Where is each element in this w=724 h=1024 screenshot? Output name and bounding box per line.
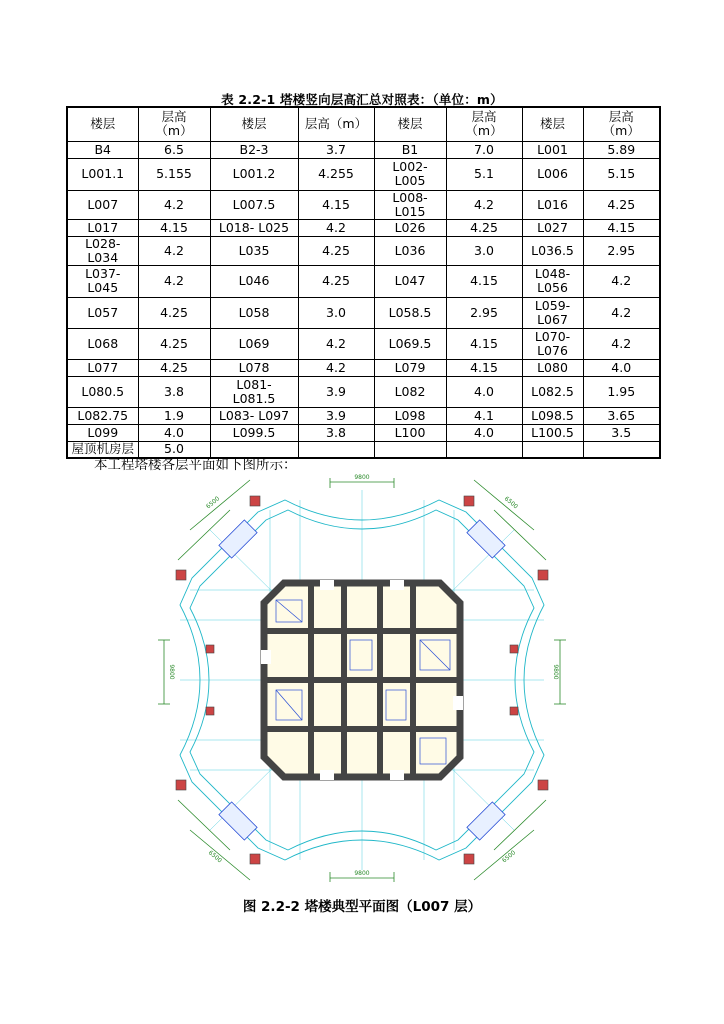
height-cell: 1.95 xyxy=(583,376,660,407)
floor-cell: L069 xyxy=(210,328,298,359)
height-cell: 4.2 xyxy=(298,328,374,359)
height-cell: 4.2 xyxy=(298,359,374,376)
floor-cell: L069.5 xyxy=(374,328,446,359)
floor-cell: L036 xyxy=(374,236,446,265)
figure-caption: 图 2.2-2 塔楼典型平面图（L007 层） xyxy=(242,899,482,915)
floor-cell: B4 xyxy=(67,141,138,158)
height-cell: 4.2 xyxy=(583,297,660,328)
height-cell: 4.25 xyxy=(138,328,210,359)
floor-cell: L016 xyxy=(522,190,583,219)
floor-cell: L082.5 xyxy=(522,376,583,407)
dim-bottom-label: 9800 xyxy=(354,870,370,877)
floor-cell: L028- L034 xyxy=(67,236,138,265)
floor-cell: L001 xyxy=(522,141,583,158)
height-cell: 4.25 xyxy=(298,236,374,265)
height-cell: 5.1 xyxy=(446,158,522,190)
header-height: 层高 （m） xyxy=(583,107,660,141)
height-cell: 4.1 xyxy=(446,407,522,424)
height-cell: 4.15 xyxy=(138,219,210,236)
floor-cell xyxy=(522,441,583,458)
header-floor: 楼层 xyxy=(522,107,583,141)
table-row xyxy=(67,236,660,265)
dim-corner-label: 6500 xyxy=(500,849,518,865)
height-cell: 5.15 xyxy=(583,158,660,190)
header-height: 层高 （m） xyxy=(138,107,210,141)
floor-cell: L098 xyxy=(374,407,446,424)
floor-cell: B2-3 xyxy=(210,141,298,158)
height-cell: 3.7 xyxy=(298,141,374,158)
height-cell: 4.2 xyxy=(298,219,374,236)
height-cell: 4.25 xyxy=(138,297,210,328)
height-cell: 4.0 xyxy=(138,424,210,441)
floor-cell: L068 xyxy=(67,328,138,359)
table-row xyxy=(67,190,660,219)
floor-cell: L036.5 xyxy=(522,236,583,265)
floor-cell: L070- L076 xyxy=(522,328,583,359)
height-cell: 3.9 xyxy=(298,407,374,424)
header-height: 层高（m） xyxy=(298,107,374,141)
height-cell: 4.15 xyxy=(446,359,522,376)
floor-cell: B1 xyxy=(374,141,446,158)
floor-cell: L001.1 xyxy=(67,158,138,190)
header-floor: 楼层 xyxy=(67,107,138,141)
table-row xyxy=(67,424,660,441)
floor-cell: L018- L025 xyxy=(210,219,298,236)
intro-text: 本工程塔楼各层平面如下图所示： xyxy=(94,457,297,473)
dim-corner-label: 6500 xyxy=(206,849,224,865)
floor-cell: L059- L067 xyxy=(522,297,583,328)
floor-cell: L002- L005 xyxy=(374,158,446,190)
floor-cell: L080.5 xyxy=(67,376,138,407)
height-cell: 1.9 xyxy=(138,407,210,424)
floor-cell: L098.5 xyxy=(522,407,583,424)
height-cell: 4.15 xyxy=(298,190,374,219)
table-row xyxy=(67,219,660,236)
height-cell: 4.25 xyxy=(446,219,522,236)
table-row xyxy=(67,359,660,376)
height-cell: 4.2 xyxy=(583,265,660,297)
height-cell: 4.25 xyxy=(583,190,660,219)
height-cell: 4.2 xyxy=(583,328,660,359)
floor-height-table xyxy=(66,106,661,459)
table-row xyxy=(67,265,660,297)
floor-cell: L037- L045 xyxy=(67,265,138,297)
table-header-row xyxy=(67,107,660,141)
height-cell: 5.89 xyxy=(583,141,660,158)
height-cell: 4.15 xyxy=(446,265,522,297)
height-cell: 5.0 xyxy=(138,441,210,458)
floor-cell: L099.5 xyxy=(210,424,298,441)
height-cell: 3.0 xyxy=(446,236,522,265)
floor-cell: L100 xyxy=(374,424,446,441)
height-cell: 4.0 xyxy=(583,359,660,376)
floor-cell: 屋顶机房层 xyxy=(67,441,138,458)
floor-cell: L008- L015 xyxy=(374,190,446,219)
height-cell: 4.255 xyxy=(298,158,374,190)
floor-cell: L007 xyxy=(67,190,138,219)
table-row xyxy=(67,158,660,190)
floor-cell: L082.75 xyxy=(67,407,138,424)
floor-cell: L027 xyxy=(522,219,583,236)
floor-cell: L079 xyxy=(374,359,446,376)
height-cell: 6.5 xyxy=(138,141,210,158)
floor-cell: L046 xyxy=(210,265,298,297)
height-cell: 5.155 xyxy=(138,158,210,190)
floor-cell: L026 xyxy=(374,219,446,236)
height-cell: 4.2 xyxy=(138,265,210,297)
dim-top-label: 9800 xyxy=(354,474,370,481)
height-cell xyxy=(583,441,660,458)
floor-cell: L078 xyxy=(210,359,298,376)
height-cell: 3.9 xyxy=(298,376,374,407)
floor-cell: L048- L056 xyxy=(522,265,583,297)
floor-cell: L006 xyxy=(522,158,583,190)
height-cell: 4.0 xyxy=(446,376,522,407)
header-floor: 楼层 xyxy=(210,107,298,141)
dim-right-label: 9800 xyxy=(552,664,559,680)
floor-cell: L058.5 xyxy=(374,297,446,328)
height-cell: 4.15 xyxy=(583,219,660,236)
floor-cell: L001.2 xyxy=(210,158,298,190)
table-caption: 表 2.2-1 塔楼竖向层高汇总对照表：（单位：m） xyxy=(221,92,503,107)
floor-cell: L047 xyxy=(374,265,446,297)
height-cell xyxy=(298,441,374,458)
central-core xyxy=(261,580,463,780)
floor-cell xyxy=(374,441,446,458)
floor-cell: L057 xyxy=(67,297,138,328)
dim-corner-label: 6500 xyxy=(204,495,222,511)
height-cell xyxy=(446,441,522,458)
header-height: 层高 （m） xyxy=(446,107,522,141)
height-cell: 4.2 xyxy=(138,236,210,265)
height-cell: 2.95 xyxy=(583,236,660,265)
table-row xyxy=(67,376,660,407)
floor-cell: L058 xyxy=(210,297,298,328)
floor-cell: L007.5 xyxy=(210,190,298,219)
height-cell: 3.5 xyxy=(583,424,660,441)
tower-floor-plan xyxy=(150,470,574,890)
height-cell: 4.0 xyxy=(446,424,522,441)
height-cell: 3.0 xyxy=(298,297,374,328)
height-cell: 2.95 xyxy=(446,297,522,328)
height-cell: 4.2 xyxy=(446,190,522,219)
table-row xyxy=(67,328,660,359)
floor-cell: L083- L097 xyxy=(210,407,298,424)
floor-cell: L099 xyxy=(67,424,138,441)
floor-cell: L080 xyxy=(522,359,583,376)
floor-cell: L077 xyxy=(67,359,138,376)
floor-cell: L082 xyxy=(374,376,446,407)
height-cell: 4.2 xyxy=(138,190,210,219)
height-cell: 3.8 xyxy=(298,424,374,441)
floor-cell: L081- L081.5 xyxy=(210,376,298,407)
floor-cell: L100.5 xyxy=(522,424,583,441)
floor-cell: L017 xyxy=(67,219,138,236)
table-row xyxy=(67,407,660,424)
height-cell: 4.25 xyxy=(138,359,210,376)
height-cell: 7.0 xyxy=(446,141,522,158)
dim-corner-label: 6500 xyxy=(502,495,520,511)
height-cell: 4.15 xyxy=(446,328,522,359)
floor-cell: L035 xyxy=(210,236,298,265)
height-cell: 3.65 xyxy=(583,407,660,424)
table-row xyxy=(67,297,660,328)
table-row xyxy=(67,141,660,158)
height-cell: 4.25 xyxy=(298,265,374,297)
dim-left-label: 9800 xyxy=(168,664,175,680)
height-cell: 3.8 xyxy=(138,376,210,407)
header-floor: 楼层 xyxy=(374,107,446,141)
